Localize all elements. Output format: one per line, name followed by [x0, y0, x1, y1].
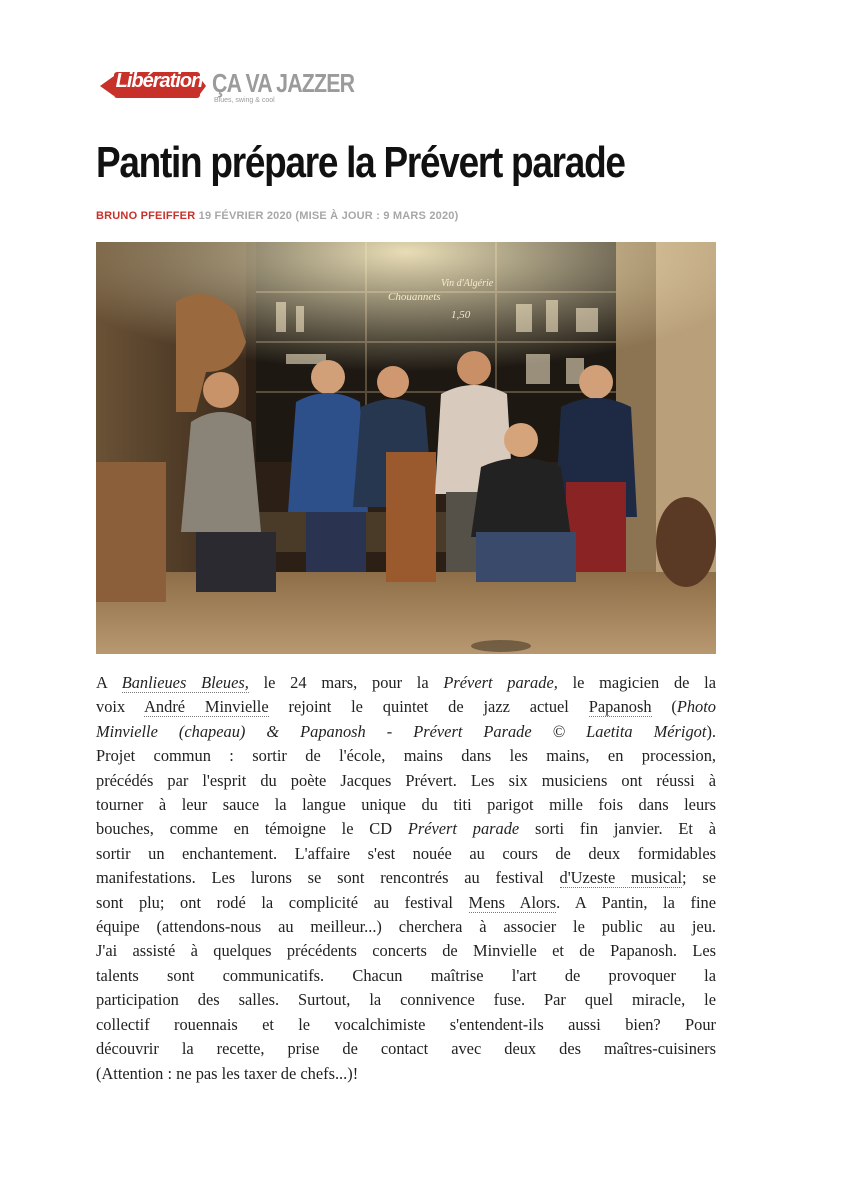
body-line-4: Projet commun : sortir de l'école, mains dans les mains, en procession, — [96, 746, 716, 766]
body-line-12: J'ai assisté à quelques précédents concerts de Minvielle et de Papanosh. Les — [96, 941, 716, 961]
article-body — [96, 671, 716, 1086]
body-line-5: précédés par l'esprit du poète Jacques Prévert. Les six musiciens ont réussi à — [96, 770, 716, 790]
section-name[interactable]: ÇA VA JAZZER — [212, 68, 355, 98]
body-line-1: A Banlieues Bleues, le 24 mars, pour la Prévert parade, le magicien de la — [96, 673, 717, 692]
body-line-15: collectif rouennais et le vocalchimiste s'entendent-ils aussi bien? Pour — [96, 1014, 716, 1034]
link-mens-alors[interactable]: Mens Alors — [468, 892, 557, 912]
body-line-6: tourner à leur sauce la langue unique du titi parigot mille fois dans leurs — [96, 795, 716, 815]
body-line-16: découvrir la recette, prise de contact avec deux des maîtres-cuisiners — [96, 1039, 716, 1059]
body-line-13: talents sont communicatifs. Chacun maîtrise l'art de provoquer la — [96, 965, 716, 985]
masthead — [100, 64, 380, 110]
link-papanosh[interactable]: Papanosh — [588, 697, 652, 717]
body-line-7: bouches, comme en témoigne le CD Prévert parade sorti fin janvier. Et à — [96, 819, 716, 839]
body-line-10: sont plu; ont rodé la complicité au festival Mens Alors. A Pantin, la fine — [96, 892, 716, 912]
publish-date: 19 FÉVRIER 2020 (MISE À JOUR : 9 MARS 2020) — [198, 210, 459, 222]
body-line-11: équipe (attendons-nous au meilleur...) cherchera à associer le public au jeu. — [96, 917, 716, 937]
section-tagline: Blues, swing & cool — [214, 97, 275, 104]
body-line-8: sortir un enchantement. L'affaire s'est nouée au cours de deux formidables — [96, 843, 716, 863]
body-line-2: voix André Minvielle rejoint le quintet de jazz actuel Papanosh (Photo — [96, 697, 716, 717]
logo-text: Libération — [115, 70, 203, 92]
article-byline — [96, 210, 458, 222]
body-line-14: participation des salles. Surtout, la connivence fuse. Par quel miracle, le — [96, 990, 716, 1010]
article-photo — [96, 242, 716, 654]
band-photo-illustration — [96, 242, 716, 654]
body-line-9: manifestations. Les lurons se sont rencontrés au festival d'Uzeste musical; se — [96, 868, 717, 888]
article-headline: Pantin prépare la Prévert parade — [96, 138, 625, 187]
link-banlieues-bleues[interactable]: Banlieues Bleues, — [121, 673, 249, 692]
link-uzeste-musical[interactable]: d'Uzeste musical — [559, 868, 683, 888]
body-line-17: (Attention : ne pas les taxer de chefs...)! — [96, 1063, 359, 1083]
body-line-3: Minvielle (chapeau) & Papanosh - Prévert Parade © Laetita Mérigot). — [96, 721, 716, 741]
author-name[interactable]: BRUNO PFEIFFER — [96, 210, 196, 222]
link-andre-minvielle[interactable]: André Minvielle — [144, 697, 269, 717]
liberation-logo[interactable] — [100, 68, 206, 104]
